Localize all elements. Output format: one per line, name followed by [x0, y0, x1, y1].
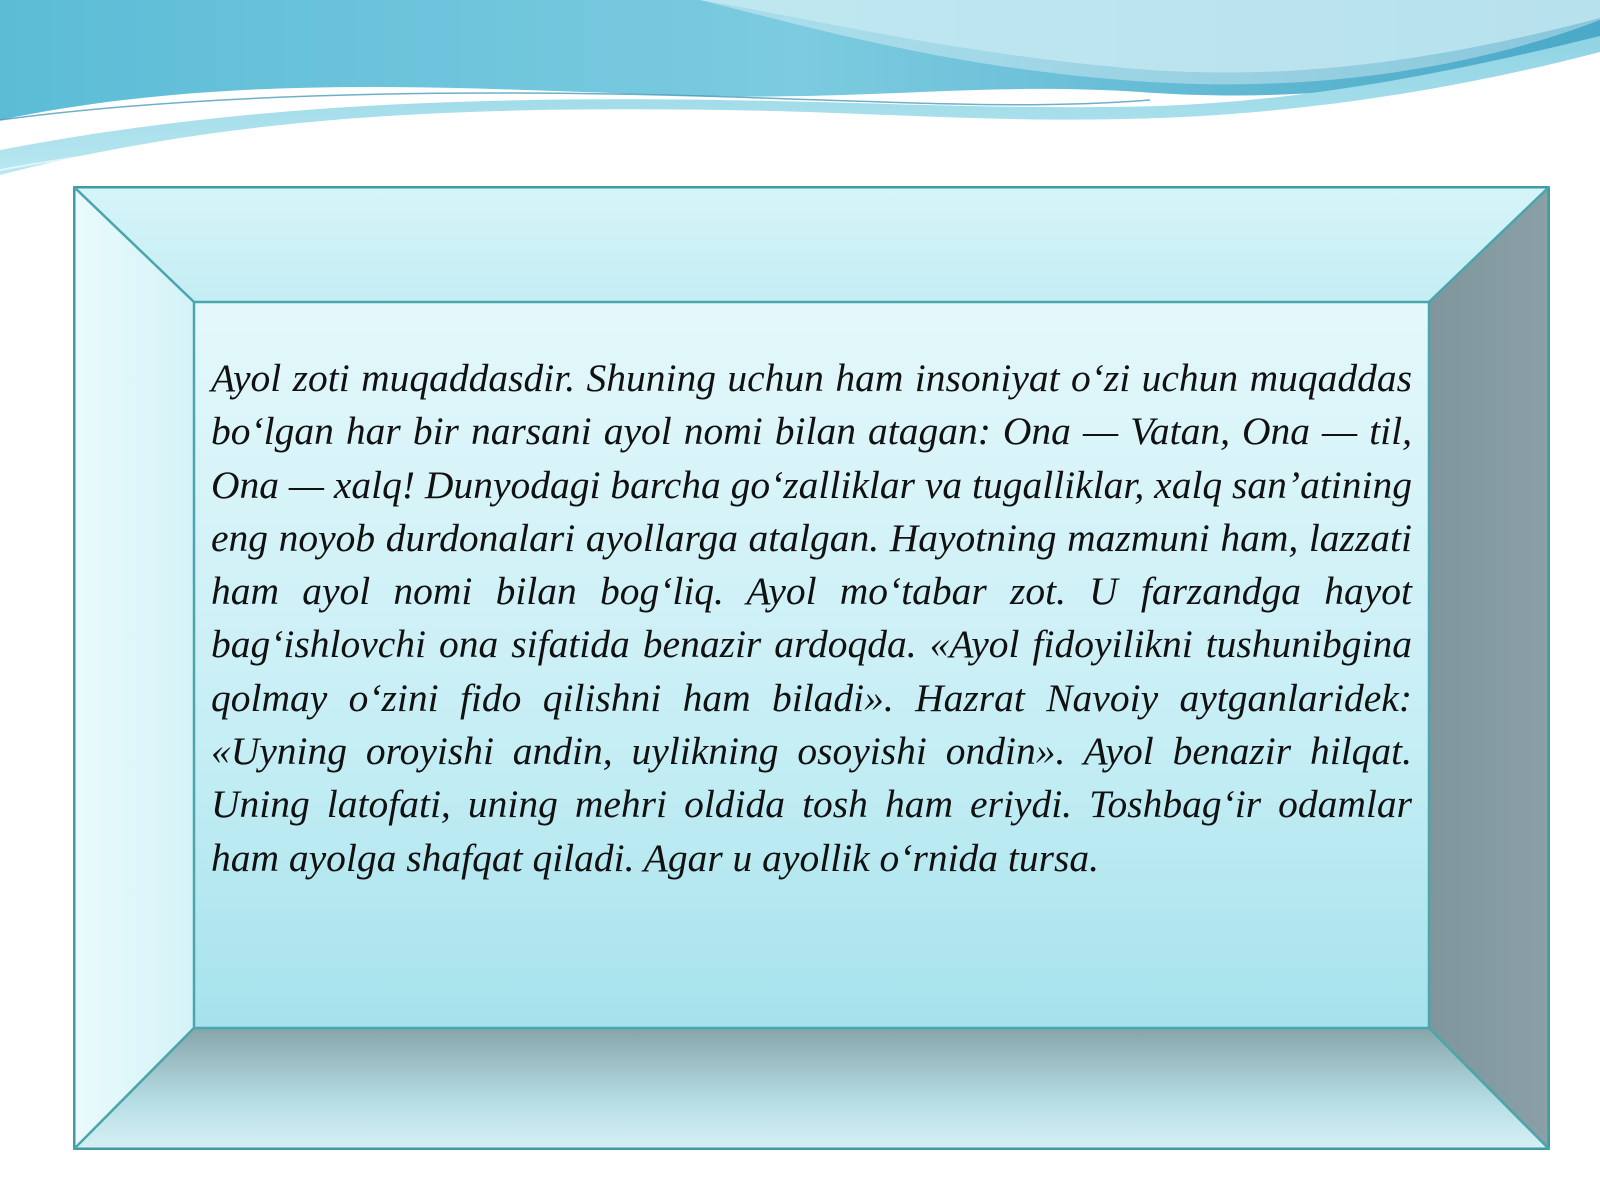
wave-header-decoration: [0, 0, 1600, 190]
body-paragraph: Ayol zoti muqaddasdir. Shuning uchun ham insoniyat o‘zi uchun muqaddas bo‘lgan har bir narsani ayol nomi bilan atagan: Ona — Vatan, Ona — til, Ona — xalq! Dunyodagi barcha go‘zalliklar va tugalliklar, xalq san’atining eng noyob durdonalari ayollarga atalgan. Hayotning mazmuni ham, lazzati ham ayol nomi bilan bog‘liq. Ayol mo‘tabar zot. U farzandga hayot bag‘ishlovchi ona sifatida benazir ardoqda. «Ayol fidoyilikni tushunibgina qolmay o‘zini fido qilishni ham biladi». Hazrat Navoiy aytganlaridek: «Uyning oroyishi andin, uylikning osoyishi ondin». Ayol benazir hilqat. Uning latofati, uning mehri oldida tosh ham eriydi. Toshbag‘ir odamlar ham ayolga shafqat qiladi. Agar u ayollik o‘rnida tursa.: [211, 356, 1412, 880]
content-panel: [194, 306, 1430, 1028]
